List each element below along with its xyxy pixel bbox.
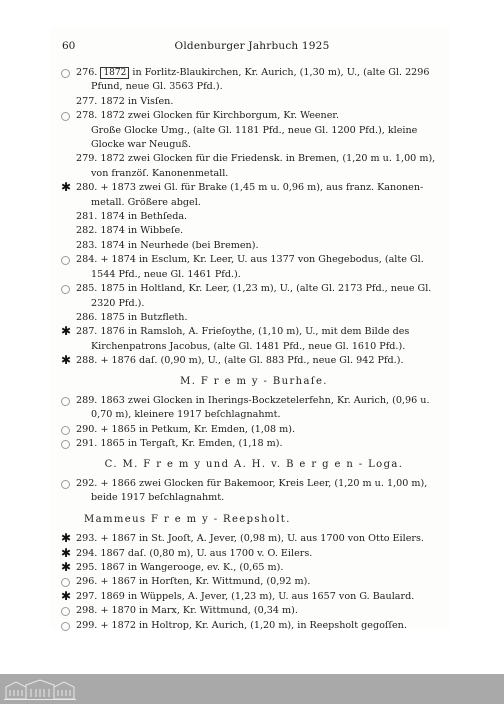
catalog-entry [60,311,448,325]
circle-mark-icon [61,69,70,78]
catalog-entry [60,325,448,354]
catalog-entry [60,561,448,575]
entry-text: 1875 in Butzfleth. [100,311,188,323]
entry-text: + 1867 in St. Jooſt, A. Jever, (0,98 m), U. aus 1700 von Otto Eilers. [100,533,424,545]
entry-number: 295. [76,562,98,573]
entry-text: 1867 daſ. (0,80 m), U. aus 1700 v. O. Eilers. [100,547,313,559]
entry-continuation: von franzöſ. Kanonenmetall. [91,167,229,179]
entry-number: 293. [76,533,98,545]
star-mark-icon: ✱ [61,545,72,560]
entry-number: 292. [76,477,98,489]
section-heading-fremy-reepsholt: Mammeus F r e m y - Reepsholt. [84,513,291,525]
circle-mark-icon [61,440,70,449]
catalog-entry [60,210,448,224]
catalog-entry [60,239,448,253]
entry-number: 277. [76,95,98,107]
circle-mark-icon [61,607,70,616]
entry-first-line [76,152,448,166]
entry-number: 296. [76,576,98,588]
entry-text: + 1872 in Holtrop, Kr. Aurich, (1,20 m), in Reepsholt gegoſſen. [100,619,407,631]
entry-first-line [76,437,448,451]
entry-number: 285. [76,283,98,295]
entry-text: 1865 in Tergaſt, Kr. Emden, (1,18 m). [100,438,283,450]
footer-bar [0,674,504,704]
star-mark-icon: ✱ [61,180,72,195]
circle-mark-icon [61,112,70,121]
catalog-entry [60,423,448,437]
entry-number: 298. [76,605,98,617]
entry-first-line [76,354,448,368]
entry-text: 1874 in Wibbeſe. [100,225,184,237]
catalog-entry [60,66,448,95]
circle-mark-icon [61,578,70,587]
entry-continuation: Pfund, neue Gl. 3563 Pfd.). [91,81,223,93]
entry-continuation: 1544 Pfd., neue Gl. 1461 Pfd.). [91,268,241,280]
page-content [60,66,448,633]
entry-first-line [76,590,448,604]
entry-text: 1872 in Visſen. [100,95,174,107]
section-heading-fremy-bergen-loga: C. M. F r e m y und A. H. v. B e r g e n - Loga. [104,458,404,470]
catalog-entry [60,619,448,633]
page-number: 60 [62,40,76,52]
catalog-entry [60,253,448,282]
entry-number: 297. [76,590,98,602]
entry-first-line [76,282,448,296]
catalog-entry [60,590,448,604]
entry-text: + 1874 in Esclum, Kr. Leer, U. aus 1377 von Ghegebodus, (alte Gl. [100,254,424,266]
entry-first-line [76,394,448,408]
entry-number: 279. [76,153,98,165]
entry-text: 1869 in Wüppels, A. Jever, (1,23 m), U. aus 1657 von G. Baulard. [100,590,415,602]
boxed-year: 1872 [100,67,129,79]
entry-text: 1872 zwei Glocken für Kirchborgum, Kr. Weener. [100,110,339,122]
catalog-entry [60,437,448,451]
entry-first-line [76,477,448,491]
entry-list-1 [60,66,448,369]
entry-text: 1874 in Bethſeda. [100,211,188,223]
entry-number: 290. [76,423,98,435]
catalog-entry [60,224,448,238]
page-header [62,40,442,54]
circle-mark-icon [61,480,70,489]
entry-number: 286. [76,311,98,323]
entry-text: 1872 zwei Glocken für die Friedensk. in Bremen, (1,20 m u. 1,00 m), [100,153,436,165]
entry-first-line [76,95,448,109]
entry-number: 280. [76,182,98,194]
entry-continuation: Glocke war Neuguß. [91,139,192,151]
entry-first-line [76,604,448,618]
entry-number: 287. [76,326,98,338]
entry-first-line [76,210,448,224]
star-mark-icon: ✱ [61,588,72,603]
entry-text: in Forlitz-Blaukirchen, Kr. Aurich, (1,30 m), U., (alte Gl. 2296 [129,67,430,78]
library-building-logo-icon [4,678,76,700]
entry-text: 1876 in Ramsloh, A. Frieſoythe, (1,10 m), U., mit dem Bilde des [100,326,410,338]
entry-number: 278. [76,110,98,122]
entry-text: + 1870 in Marx, Kr. Wittmund, (0,34 m). [100,605,298,617]
entry-first-line [76,224,448,238]
catalog-entry [60,575,448,589]
catalog-entry [60,109,448,152]
entry-list-3 [60,477,448,506]
catalog-entry [60,604,448,618]
entry-first-line [76,181,448,195]
catalog-entry [60,532,448,546]
entry-first-line [76,575,448,589]
circle-mark-icon [61,622,70,631]
entry-first-line [76,619,448,633]
catalog-entry [60,152,448,181]
entry-first-line [76,109,448,123]
entry-first-line [76,547,448,561]
entry-first-line [76,253,448,267]
entry-text: + 1867 in Horſten, Kr. Wittmund, (0,92 m). [100,576,311,588]
entry-continuation: 0,70 m), kleinere 1917 beſchlagnahmt. [91,409,281,421]
star-mark-icon: ✱ [61,353,72,368]
circle-mark-icon [61,256,70,265]
entry-text: 1874 in Neurhede (bei Bremen). [100,239,259,251]
catalog-entry [60,282,448,311]
catalog-entry [60,547,448,561]
star-mark-icon: ✱ [61,324,72,339]
entry-number: 284. [76,254,98,266]
entry-first-line [76,325,448,339]
entry-continuation: Kirchenpatrons Jacobus, (alte Gl. 1481 Pfd., neue Gl. 1610 Pfd.). [91,340,406,352]
entry-first-line [76,561,448,575]
entry-text: + 1866 zwei Glocken für Bakemoor, Kreis Leer, (1,20 m u. 1,00 m), [100,477,428,489]
entry-number: 289. [76,394,98,406]
entry-number: 281. [76,211,98,223]
entry-first-line [76,311,448,325]
circle-mark-icon [61,397,70,406]
entry-first-line [76,239,448,253]
entry-text: + 1876 daſ. (0,90 m), U., (alte Gl. 883 Pfd., neue Gl. 942 Pfd.). [100,355,404,367]
entry-continuation: beide 1917 beſchlagnahmt. [91,492,225,504]
entry-list-2 [60,394,448,452]
catalog-entry [60,181,448,210]
star-mark-icon: ✱ [61,560,72,574]
catalog-entry [60,95,448,109]
entry-first-line [76,532,448,546]
entry-number: 294. [76,547,98,559]
entry-list-4 [60,532,448,633]
entry-continuation: 2320 Pfd.). [91,297,145,309]
entry-number: 291. [76,438,98,450]
catalog-entry [60,354,448,368]
circle-mark-icon [61,426,70,435]
entry-number: 288. [76,355,98,367]
entry-text: + 1873 zwei Gl. für Brake (1,45 m u. 0,96 m), aus franz. Kanonen- [100,182,424,194]
entry-text: 1867 in Wangerooge, ev. K., (0,65 m). [100,562,284,573]
entry-first-line [76,423,448,437]
entry-number: 299. [76,619,98,631]
entry-number: 283. [76,239,98,251]
entry-continuation: Große Glocke Umg., (alte Gl. 1181 Pfd., neue Gl. 1200 Pfd.), kleine [91,124,418,136]
entry-number: 276. [76,67,98,78]
running-title: Oldenburger Jahrbuch 1925 [174,40,330,52]
star-mark-icon: ✱ [61,531,72,546]
entry-text: 1863 zwei Glocken in Iherings-Bockzetelerfehn, Kr. Aurich, (0,96 u. [100,394,430,406]
section-heading-fremy-burhafe: M. F r e m y - Burhaſe. [180,375,328,387]
catalog-entry [60,394,448,423]
entry-text: 1875 in Holtland, Kr. Leer, (1,23 m), U., (alte Gl. 2173 Pfd., neue Gl. [100,283,432,295]
entry-number: 282. [76,225,98,237]
circle-mark-icon [61,285,70,294]
catalog-entry [60,477,448,506]
entry-first-line [76,66,448,80]
entry-continuation: metall. Größere abgel. [91,196,201,208]
entry-text: + 1865 in Petkum, Kr. Emden, (1,08 m). [100,423,296,435]
